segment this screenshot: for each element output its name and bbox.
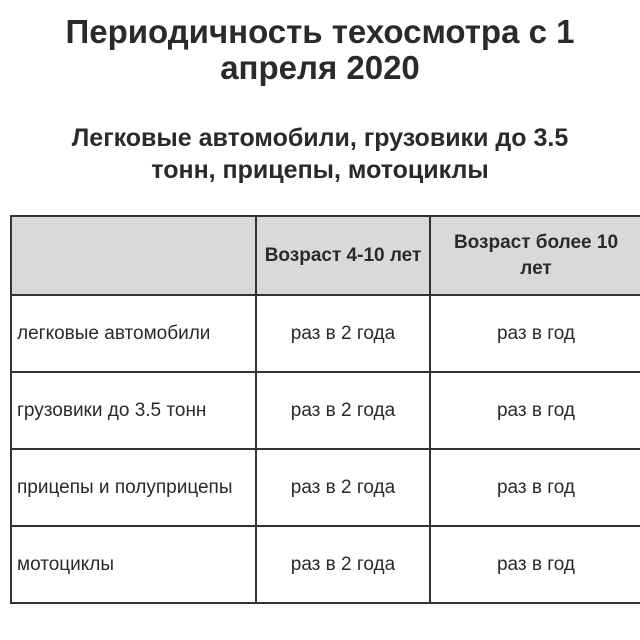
period-age-over-10-cell: раз в год xyxy=(430,526,640,603)
table-row xyxy=(11,526,640,603)
table-row xyxy=(11,295,640,372)
page-title xyxy=(0,14,640,86)
table-header-row xyxy=(11,216,640,295)
header-vehicle-type xyxy=(11,216,256,295)
period-age-4-10-cell: раз в 2 года xyxy=(256,295,430,372)
vehicle-cell: грузовики до 3.5 тонн xyxy=(11,372,256,449)
vehicle-cell: легковые автомобили xyxy=(11,295,256,372)
table-row xyxy=(11,449,640,526)
title-line-1: Периодичность техосмотра с 1 xyxy=(65,13,575,50)
subtitle-line-1: Легковые автомобили, грузовики до 3.5 xyxy=(71,124,569,152)
vehicle-cell: мотоциклы xyxy=(11,526,256,603)
title-line-2: апреля 2020 xyxy=(220,49,420,86)
inspection-table xyxy=(10,215,640,604)
period-age-over-10-cell: раз в год xyxy=(430,449,640,526)
period-age-4-10-cell: раз в 2 года xyxy=(256,526,430,603)
period-age-over-10-cell: раз в год xyxy=(430,295,640,372)
vehicle-cell: прицепы и полуприцепы xyxy=(11,449,256,526)
header-age-4-10: Возраст 4-10 лет xyxy=(256,216,430,295)
period-age-4-10-cell: раз в 2 года xyxy=(256,372,430,449)
page-subtitle xyxy=(0,122,640,186)
table-row xyxy=(11,372,640,449)
header-age-over-10: Возраст более 10 лет xyxy=(430,216,640,295)
period-age-4-10-cell: раз в 2 года xyxy=(256,449,430,526)
subtitle-line-2: тонн, прицепы, мотоциклы xyxy=(151,156,489,184)
period-age-over-10-cell: раз в год xyxy=(430,372,640,449)
